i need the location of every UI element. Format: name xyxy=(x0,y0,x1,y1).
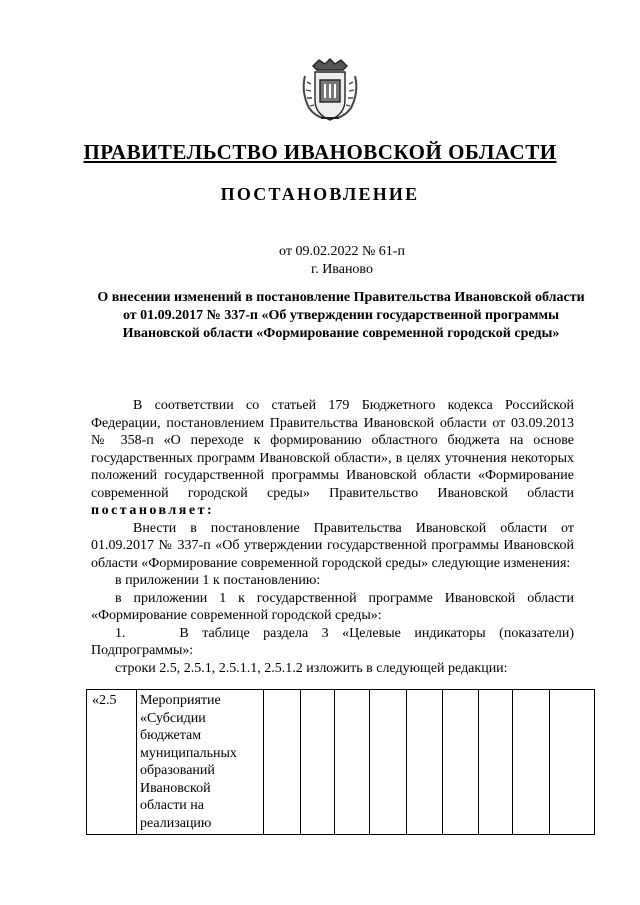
table-cell xyxy=(370,690,407,835)
document-body xyxy=(91,397,574,677)
table-cell xyxy=(335,690,370,835)
table-cell xyxy=(513,690,550,835)
document-type-heading: ПОСТАНОВЛЕНИЕ xyxy=(220,184,420,204)
decree-word: постановляет: xyxy=(91,503,215,518)
table-cell xyxy=(301,690,335,835)
row-number-cell: «2.5 xyxy=(87,690,137,835)
document-city: г. Иваново xyxy=(311,262,373,277)
paragraph-preamble xyxy=(91,397,574,520)
preamble-text: В соответствии со статьей 179 Бюджетного кодекса Российской Федерации, постановлением Правительства Ивановской области от 03.09.2013 № 358-п «О переходе к формированию областного бюджета на основе государственных программ Ивановской области», в целях уточнения некоторых положений государственной программы Ивановской области «Формирование современной городской среды» Правительство Ивановской области xyxy=(91,398,574,501)
table-cell xyxy=(550,690,595,835)
table-row xyxy=(87,690,595,835)
paragraph-rows: строки 2.5, 2.5.1, 2.5.1.1, 2.5.1.2 изложить в следующей редакции: xyxy=(115,660,508,676)
coat-of-arms-icon xyxy=(299,58,361,124)
document-date-number: от 09.02.2022 № 61-п xyxy=(279,244,405,259)
organization-title: ПРАВИТЕЛЬСТВО ИВАНОВСКОЙ ОБЛАСТИ xyxy=(83,140,557,164)
indicators-table xyxy=(86,689,574,835)
table-cell xyxy=(479,690,513,835)
paragraph-appendix-program: в приложении 1 к государственной программе Ивановской области «Формирование современной городской среды»: xyxy=(91,590,574,623)
item-number: 1. xyxy=(115,625,126,641)
item-text: В таблице раздела 3 «Целевые индикаторы (показатели) Подпрограммы»: xyxy=(91,625,574,658)
event-cell: Мероприятие «Субсидии бюджетам муниципальных образований Ивановской области на реализацию xyxy=(137,690,264,835)
document-subject: О внесении изменений в постановление Правительства Ивановской области от 01.09.2017 № 337-п «Об утверждении государственной программы Ивановской области «Формирование современной городской среды» xyxy=(97,290,585,341)
table-cell xyxy=(264,690,301,835)
table-cell xyxy=(407,690,443,835)
table-cell xyxy=(443,690,479,835)
paragraph-appendix-1: в приложении 1 к постановлению: xyxy=(115,573,321,588)
paragraph-amend: Внести в постановление Правительства Ивановской области от 01.09.2017 № 337-п «Об утверждении государственной программы Ивановской области «Формирование современной городской среды» следующие изменения: xyxy=(91,520,574,571)
paragraph-item-1 xyxy=(91,625,574,660)
